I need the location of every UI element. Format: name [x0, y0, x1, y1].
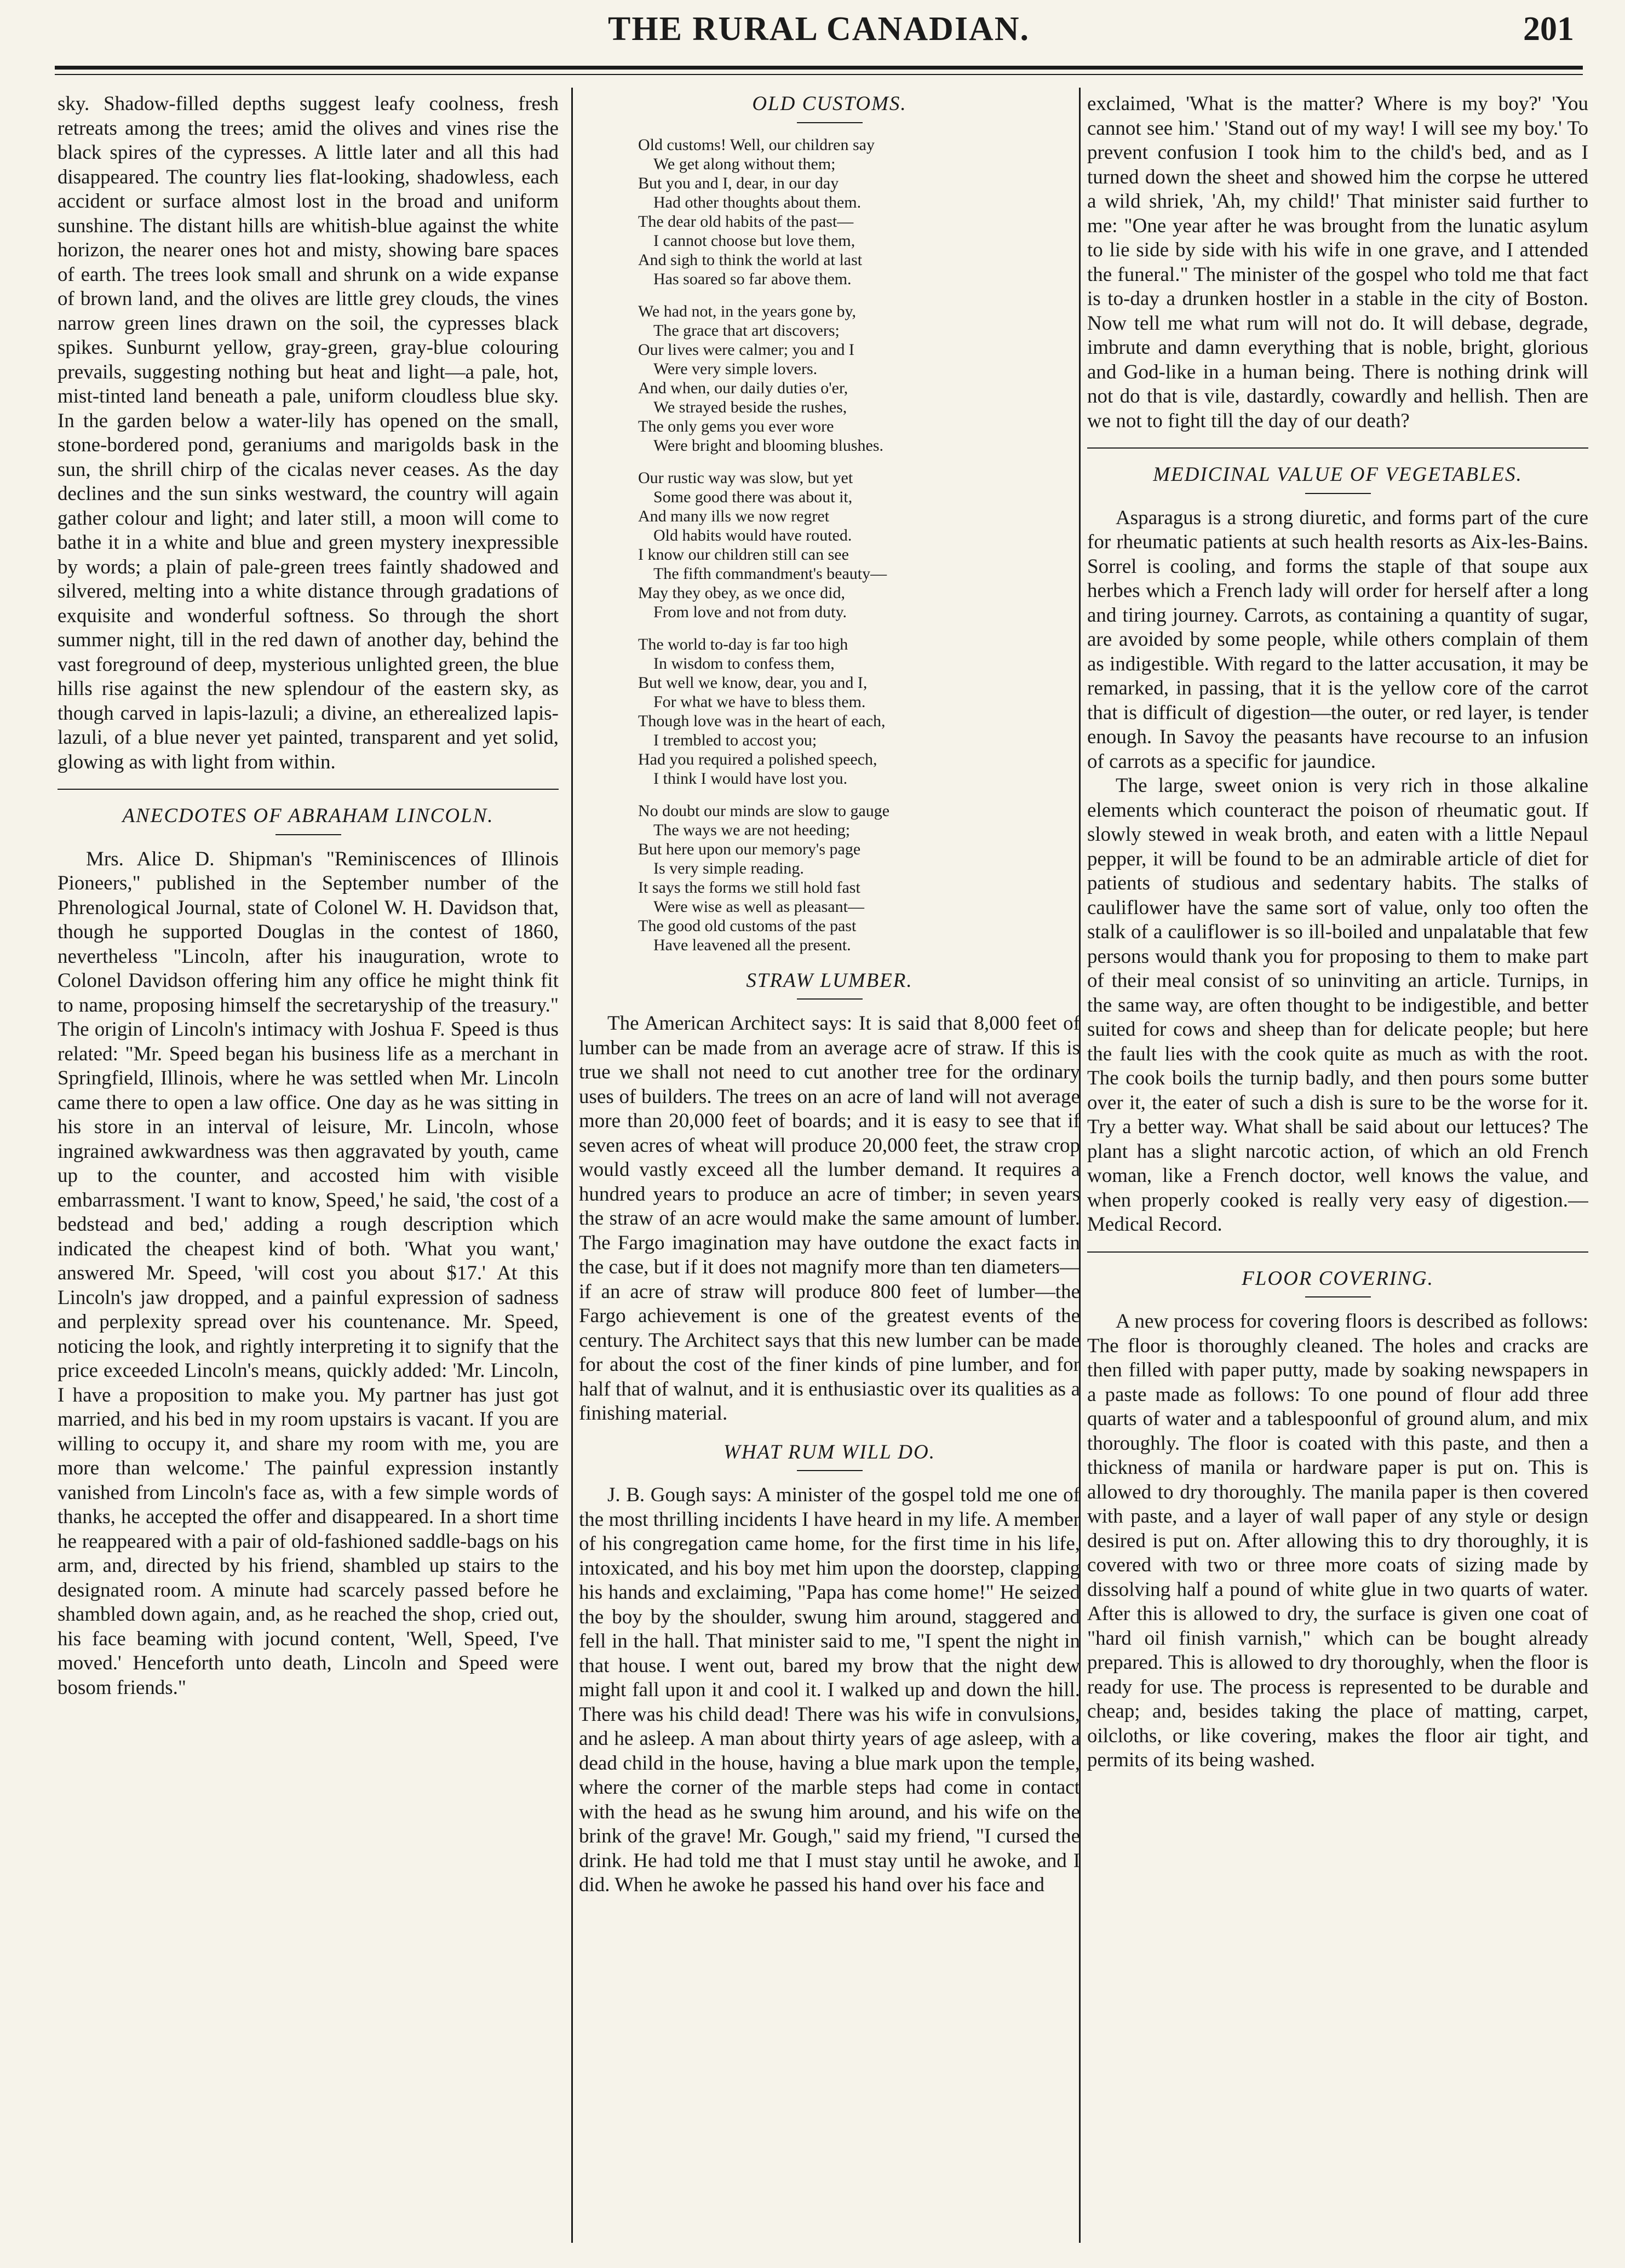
- poem-line: We strayed beside the rushes,: [653, 398, 847, 416]
- rum-text: J. B. Gough says: A minister of the gospel told me one of the most thrilling incidents I have heard in my life. A member of his congregation came home, for the first time in his life, intoxicated, and his boy met him upon the doorstep, clapping his hands and exclaiming, "Papa has come home!" He seized the boy by the shoulder, swung him around, staggered and fell in the hall. That minister said to me, "I spent the night in that house. I went out, bared my brow that the night dew might fall upon it and cool it. I walked up and down the hill. There was his child dead! There was his wife in convulsions, and he asleep. A man about thirty years of age asleep, with a dead child in the house, having a blue mark upon the temple, where the corner of the marble steps had come in contact with the head as he swung him around, and his wife on the brink of the grave! Mr. Gough," said my friend, "I cursed the drink. He had told me that I must stay until he awoke, and I did. When he awoke he passed his hand over his face and: [579, 1484, 1080, 1896]
- page-number: 201: [1523, 10, 1574, 48]
- poem-line: From love and not from duty.: [653, 602, 847, 621]
- poem-line: Is very simple reading.: [653, 859, 804, 877]
- masthead: [55, 0, 1583, 82]
- poem-line: The ways we are not heeding;: [653, 820, 851, 839]
- heading-underline: [797, 998, 863, 1000]
- poem-line: The dear old habits of the past—: [638, 212, 854, 231]
- vegetables-heading: MEDICINAL VALUE OF VEGETABLES.: [1153, 463, 1523, 486]
- poem-line: Our lives were calmer; you and I: [638, 340, 854, 359]
- heading-underline: [275, 834, 341, 835]
- poem-line: I know our children still can see: [638, 545, 849, 564]
- rum-heading: WHAT RUM WILL DO.: [724, 1440, 935, 1463]
- poem-line: Were wise as well as pleasant—: [653, 897, 864, 916]
- poem-stanza-1: [638, 135, 1080, 289]
- column-2: [579, 92, 1080, 2239]
- poem-line: But here upon our memory's page: [638, 840, 861, 858]
- poem-line: Were very simple lovers.: [653, 359, 818, 378]
- column-1: [58, 92, 559, 2239]
- landscape-text: sky. Shadow-filled depths suggest leafy coolness, fresh retreats among the trees; amid the olives and vines rise the black spires of the cypresses. A little later and all this had disappeared. The country lies flat-looking, shadowless, each accident or surface almost lost in the broad and uniform sunshine. The distant hills are whitish-blue against the white horizon, the nearer ones hot and misty, showing bare spaces of earth. The trees look small and shrunk on a wide expanse of brown land, and the olives are little grey clouds, the vines narrow green lines drawn on the soil, the cypresses black spikes. Sunburnt yellow, gray-green, gray-blue colouring prevails, suggesting nothing but heat and light—a pale, hot, mist-tinted land beneath a pale, uniform cloudless blue sky. In the garden below a water-lily has opened on the small, stone-bordered pond, geraniums and marigolds bask in the sun, the shrill chirp of the cicalas never ceases. As the day declines and the sun sinks westward, the country will again gather colour and light; and later still, a moon will come to bathe it in a white and blue and green mystery inexpressible by words; a plain of pale-green trees faintly shadowed and silvered, melting into a white distance through gradations of exquisite and wonderful softness. So through the short summer night, till in the red dawn of another day, behind the vast foreground of deep, mysterious unlighted green, the blue hills rise against the new splendour of the eastern sky, as though carved in lapis-lazuli; a divine, an etherealized lapis-lazuli, of a blue never yet painted, transparent and yet solid, glowing as with light from within.: [58, 93, 559, 773]
- poem-line: For what we have to bless them.: [653, 692, 866, 711]
- poem-line: And many ills we now regret: [638, 507, 830, 525]
- column-divider-1: [571, 88, 573, 2243]
- poem-line: I cannot choose but love them,: [653, 231, 855, 250]
- poem-line: I trembled to accost you;: [653, 731, 817, 749]
- poem-line: Our rustic way was slow, but yet: [638, 468, 853, 487]
- poem-line: We had not, in the years gone by,: [638, 302, 857, 320]
- poem-line: But you and I, dear, in our day: [638, 174, 839, 192]
- poem-line: Though love was in the heart of each,: [638, 711, 886, 730]
- poem-line: The good old customs of the past: [638, 916, 857, 935]
- poem-stanza-4: [638, 635, 1080, 788]
- floor-covering-text: A new process for covering floors is described as follows: The floor is thoroughly cleaned. The holes and cracks are then filled with paper putty, made by soaking newspapers in a paste made as follows: To one pound of flour add three quarts of water and a tablespoonful of ground alum, and mix thoroughly. The floor is coated with this paste, and then a thickness of manila or hardware paper is put on. This is allowed to dry thoroughly. The manila paper is then covered with paste, and a layer of wall paper of any style or design desired is put on. After allowing this to dry thoroughly, it is covered with two or three more coats of sizing made by dissolving half a pound of white glue in two quarts of water. After this is allowed to dry, the surface is given one coat of "hard oil finish varnish," which can be bought already prepared. This is allowed to dry thoroughly, when the floor is ready for use. The process is represented to be durable and cheap; and, besides taking the place of matting, carpet, oilcloths, or like covering, makes the floor air tight, and permits of its being washed.: [1087, 1310, 1588, 1771]
- poem-line: Old customs! Well, our children say: [638, 135, 875, 154]
- lincoln-heading: ANECDOTES OF ABRAHAM LINCOLN.: [122, 805, 494, 827]
- straw-lumber-heading: STRAW LUMBER.: [746, 969, 913, 992]
- poem-line: The fifth commandment's beauty—: [653, 564, 887, 583]
- poem-line: Have leavened all the present.: [653, 935, 851, 954]
- poem-line: Some good there was about it,: [653, 487, 853, 506]
- header-rule-thick: [55, 66, 1583, 70]
- poem-line: The world to-day is far too high: [638, 635, 848, 653]
- poem-line: The only gems you ever wore: [638, 417, 834, 435]
- heading-underline: [1305, 1296, 1371, 1297]
- vegetables-text-1: Asparagus is a strong diuretic, and forms part of the cure for rheumatic patients at such health resorts as Aix-les-Bains. Sorrel is cooling, and forms the staple of that soupe aux herbes which a French lady will order for herself after a long and tiring journey. Carrots, as containing a quantity of sugar, are avoided by some people, while others complain of them as indigestible. With regard to the latter accusation, it may be remarked, in passing, that it is the yellow core of the carrot that is difficult of digestion—the outer, or red layer, is tender enough. In Savoy the peasants have recourse to an infusion of carrots as a specific for jaundice.: [1087, 506, 1588, 773]
- section-rule: [1087, 1251, 1588, 1253]
- poem-line: We get along without them;: [653, 154, 836, 173]
- poem-line: The grace that art discovers;: [653, 321, 840, 340]
- poem-line: I think I would have lost you.: [653, 769, 848, 788]
- column-3: [1087, 92, 1588, 2239]
- poem-line: May they obey, as we once did,: [638, 583, 845, 602]
- newspaper-title: THE RURAL CANADIAN.: [607, 10, 1030, 48]
- poem-line: But well we know, dear, you and I,: [638, 673, 868, 692]
- poem-line: In wisdom to confess them,: [653, 654, 835, 673]
- poem-line: And sigh to think the world at last: [638, 250, 863, 269]
- heading-underline: [797, 1470, 863, 1471]
- section-rule: [58, 789, 559, 790]
- floor-covering-heading: FLOOR COVERING.: [1242, 1267, 1434, 1290]
- heading-underline: [797, 122, 863, 123]
- poem-line: And when, our daily duties o'er,: [638, 378, 848, 397]
- poem-line: It says the forms we still hold fast: [638, 878, 860, 897]
- poem-stanza-3: [638, 468, 1080, 622]
- straw-lumber-text: The American Architect says: It is said that 8,000 feet of lumber can be made from an average acre of straw. If this is true we shall not need to cut another tree for the ordinary uses of builders. The trees on an acre of land will not average more than 20,000 feet of boards; and it is easy to see that if seven acres of wheat will produce 20,000 feet, the straw crop would vastly exceed all the lumber demand. It requires a hundred years to produce an acre of timber; in seven years the straw of an acre would make the same amount of lumber. The Fargo imagination may have outdone the exact facts in the case, but if it does not magnify more than ten diameters—if an acre of straw will produce 800 feet of lumber—the Fargo achievement is one of the greatest events of the century. The Architect says that this new lumber can be made for about the cost of the finer kinds of pine lumber, and for half that of walnut, and it is enthusiastic over its qualities as a finishing material.: [579, 1012, 1080, 1425]
- heading-underline: [1305, 493, 1371, 494]
- poem-line: No doubt our minds are slow to gauge: [638, 801, 890, 820]
- poem-line: Has soared so far above them.: [653, 269, 852, 288]
- rum-text-continued: exclaimed, 'What is the matter? Where is my boy?' 'You cannot see him.' 'Stand out of my way! I will see my boy.' To prevent confusion I took him to the child's bed, and as I turned down the sheet and showed him the corpse he uttered a wild shriek, 'Ah, my child!' That minister said further to me: "One year after he was brought from the lunatic asylum to lie side by side with his wife in one grave, and I attended the funeral." The minister of the gospel who told me that fact is to-day a drunken hostler in a stable in the city of Boston. Now tell me what rum will not do. It will debase, degrade, imbrute and damn everything that is noble, bright, glorious and God-like in a human being. There is nothing drink will not do that is vile, dastardly, cowardly and hellish. Then are we not to fight till the day of our death?: [1087, 93, 1588, 432]
- poem-old-customs: [579, 135, 1080, 955]
- vegetables-text-2: The large, sweet onion is very rich in those alkaline elements which counteract the poison of rheumatic gout. If slowly stewed in weak broth, and eaten with a little Nepaul pepper, it will be found to be an admirable article of diet for patients of studious and sedentary habits. The stalks of cauliflower have the same sort of value, only too often the stalk of a cauliflower is so ill-boiled and unpalatable that few persons would thank you for proposing to them to make part of their meal consist of so uninviting an article. Turnips, in the same way, are often thought to be indigestible, and better suited for cows and sheep than for delicate people; but here the fault lies with the cook quite as much as with the root. The cook boils the turnip badly, and then pours some butter over it, the eater of such a dish is sure to be the worse for it. Try a better way. What shall be said about our lettuces? The plant has a slight narcotic action, of which an old French woman, like a French doctor, well knows the value, and when properly cooked is really very easy of digestion.—Medical Record.: [1087, 774, 1588, 1236]
- header-rule-thin: [55, 74, 1583, 75]
- section-rule: [1087, 447, 1588, 449]
- poem-line: Had you required a polished speech,: [638, 750, 877, 768]
- poem-stanza-5: [638, 801, 1080, 955]
- poem-stanza-2: [638, 302, 1080, 455]
- poem-line: Had other thoughts about them.: [653, 193, 862, 211]
- poem-line: Were bright and blooming blushes.: [653, 436, 884, 455]
- poem-heading: OLD CUSTOMS.: [752, 93, 907, 115]
- poem-line: Old habits would have routed.: [653, 526, 852, 544]
- lincoln-text: Mrs. Alice D. Shipman's "Reminiscences of Illinois Pioneers," published in the September number of the Phrenological Journal, state of Colonel W. H. Davidson that, though he supported Douglas in the contest of 1860, nevertheless "Lincoln, after his inauguration, wrote to Colonel Davidson offering him any office he might think fit to name, proposing himself the secretaryship of the treasury." The origin of Lincoln's intimacy with Joshua F. Speed is thus related: "Mr. Speed began his business life as a merchant in Springfield, Illinois, where he was settled when Mr. Lincoln came there to open a law office. One day as he was sitting in his store in an interval of leisure, Mr. Lincoln, whose ingrained awkwardness was then aggravated by youth, came up to the counter, and accosted him with visible embarrassment. 'I want to know, Speed,' he said, 'the cost of a bedstead and bed,' adding a rough description which indicated the cheapest kind of both. 'What you want,' answered Mr. Speed, 'will cost you about $17.' At this Lincoln's jaw dropped, and a painful expression of sadness and perplexity spread over his countenance. Mr. Speed, noticing the look, and rightly interpreting it to signify that the price exceeded Lincoln's means, quickly added: 'Mr. Lincoln, I have a proposition to make you. My partner has just got married, and his bed in my room upstairs is vacant. If you are willing to occupy it, and share my room with me, you are more than welcome.' The painful expression instantly vanished from Lincoln's face as, with a few simple words of thanks, he accepted the offer and disappeared. In a short time he reappeared with a pair of old-fashioned saddle-bags on his arm, and, directed by his friend, shambled up stairs to the designated room. A minute had scarcely passed before he shambled down again, and, as he reached the shop, cried out, his face beaming with jocund content, 'Well, Speed, I've moved.' Henceforth unto death, Lincoln and Speed were bosom friends.": [58, 847, 559, 1699]
